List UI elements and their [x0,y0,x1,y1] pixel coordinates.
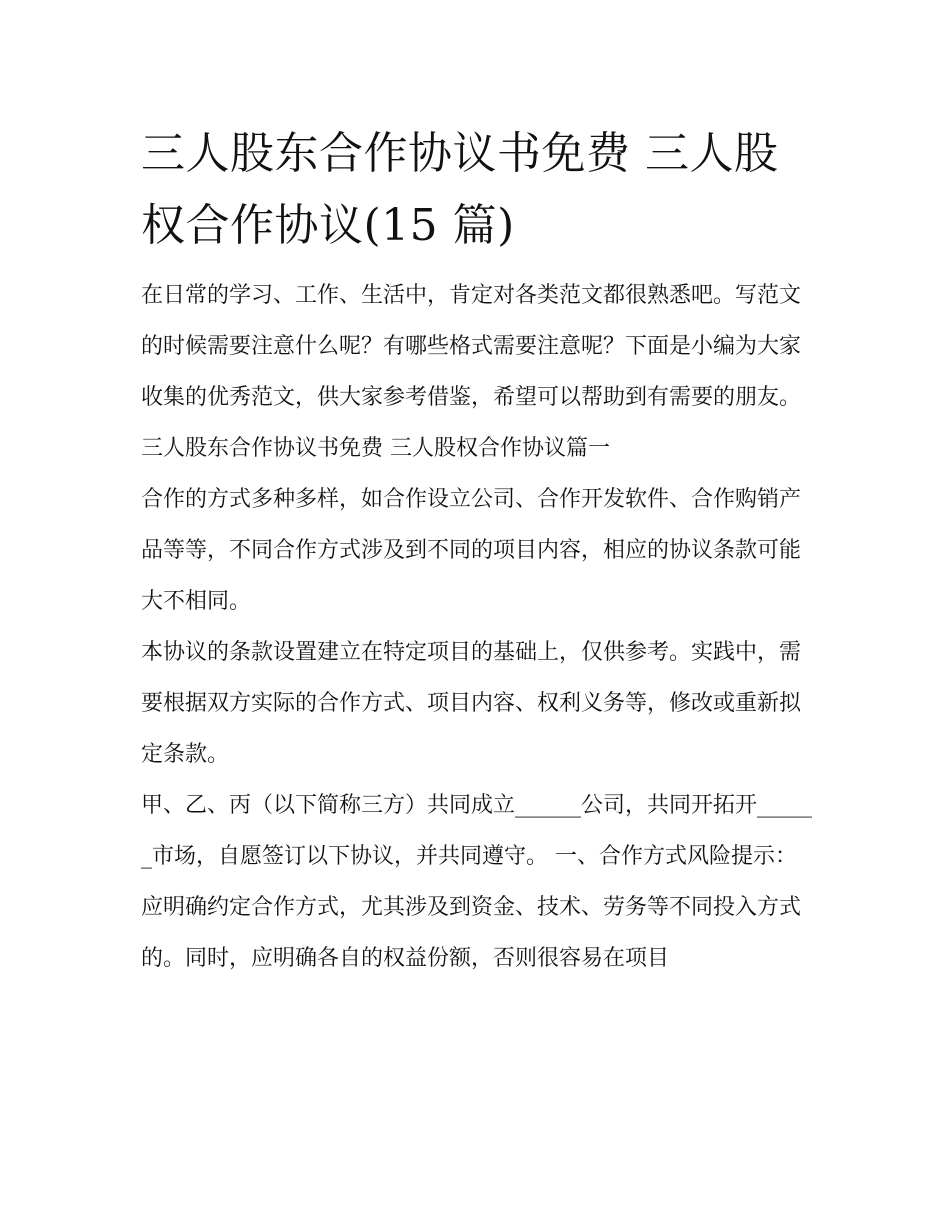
body-paragraph: 应明确约定合作方式，尤其涉及到资金、技术、劳务等不同投入方式的。同时，应明确各自的权益份额，否则很容易在项目 [141,895,802,971]
body-paragraph: 本协议的条款设置建立在特定项目的基础上，仅供参考。实践中，需要根据双方实际的合作方式、项目内容、权利义务等，修改或重新拟定条款。 [141,640,802,767]
document-body [141,118,813,984]
document-title: 三人股东合作协议书免费 三人股权合作协议(15 篇) [141,128,779,251]
intro-paragraph: 在日常的学习、工作、生活中，肯定对各类范文都很熟悉吧。写范文的时候需要注意什么呢？有哪些格式需要注意呢？下面是小编为大家收集的优秀范文，供大家参考借鉴，希望可以帮助到有需要的朋友。 [141,283,802,410]
body-paragraph: 合作的方式多种多样，如合作设立公司、合作开发软件、合作购销产品等等，不同合作方式涉及到不同的项目内容，相应的协议条款可能大不相同。 [141,487,802,614]
body-paragraph: 甲、乙、丙（以下简称三方）共同成立______公司，共同开拓开______市场，自愿签订以下协议，并共同遵守。 一、合作方式风险提示： [141,793,813,869]
section-heading: 三人股东合作协议书免费 三人股权合作协议篇一 [141,436,610,461]
